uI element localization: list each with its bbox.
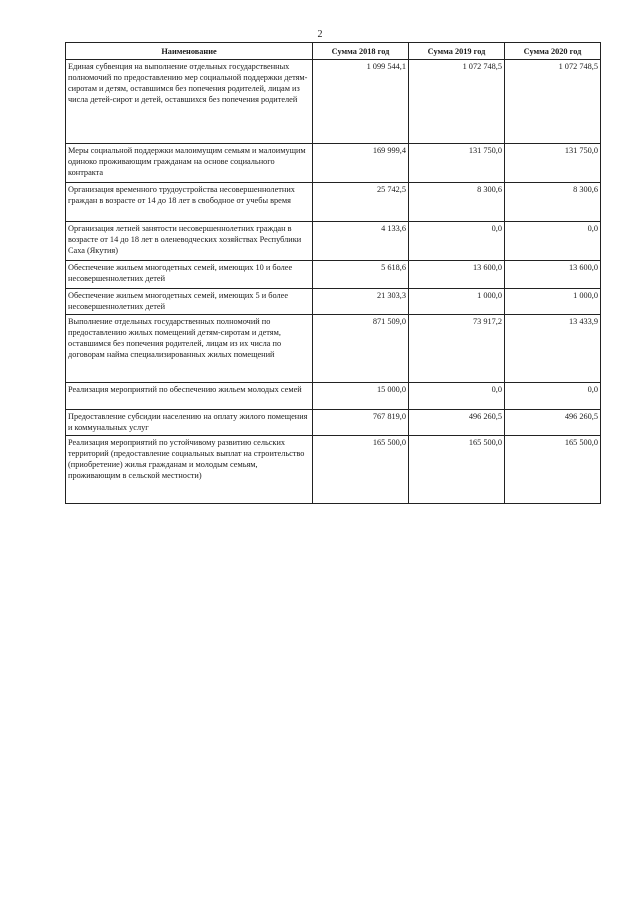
row-2019: 1 000,0 [409,289,505,315]
row-2018: 165 500,0 [313,436,409,504]
row-2020: 13 600,0 [505,261,601,289]
header-2020: Сумма 2020 год [505,43,601,60]
row-2018: 25 742,5 [313,183,409,222]
row-2019: 0,0 [409,222,505,261]
table-row [66,261,601,289]
row-name: Организация временного трудоустройства несовершеннолетних граждан в возрасте от 14 до 18 лет в свободное от учебы время [66,183,313,222]
table-row [66,183,601,222]
row-2020: 496 260,5 [505,410,601,436]
table-row [66,144,601,183]
row-2019: 131 750,0 [409,144,505,183]
row-2018: 871 509,0 [313,315,409,383]
row-name: Обеспечение жильем многодетных семей, имеющих 10 и более несовершеннолетних детей [66,261,313,289]
row-name: Единая субвенция на выполнение отдельных государственных полномочий по предоставлению мер социальной поддержки детям-сиротам и детям, оставшимся без попечения родителей, лицам из числа детей-сирот и детей, оставшихся без попечения родителей [66,60,313,144]
row-2019: 496 260,5 [409,410,505,436]
row-2020: 1 072 748,5 [505,60,601,144]
row-2019: 13 600,0 [409,261,505,289]
table-row [66,60,601,144]
row-2018: 21 303,3 [313,289,409,315]
row-name: Выполнение отдельных государственных полномочий по предоставлению жилых помещений детям-сиротам и детям, оставшимся без попечения родителей, лицам из их числа по договорам найма специализированных жилых помещений [66,315,313,383]
row-name: Обеспечение жильем многодетных семей, имеющих 5 и более несовершеннолетних детей [66,289,313,315]
row-2020: 0,0 [505,222,601,261]
header-2019: Сумма 2019 год [409,43,505,60]
row-2018: 5 618,6 [313,261,409,289]
row-2019: 165 500,0 [409,436,505,504]
row-2020: 165 500,0 [505,436,601,504]
row-2018: 767 819,0 [313,410,409,436]
row-2020: 1 000,0 [505,289,601,315]
row-name: Реализация мероприятий по обеспечению жильем молодых семей [66,383,313,410]
row-name: Организация летней занятости несовершеннолетних граждан в возрасте от 14 до 18 лет в оленеводческих хозяйствах Республики Саха (Якутия) [66,222,313,261]
row-2018: 1 099 544,1 [313,60,409,144]
row-2018: 15 000,0 [313,383,409,410]
table-header-row [66,43,601,60]
header-2018: Сумма 2018 год [313,43,409,60]
table-row [66,383,601,410]
header-name: Наименование [66,43,313,60]
row-name: Предоставление субсидии населению на оплату жилого помещения и коммунальных услуг [66,410,313,436]
row-2019: 73 917,2 [409,315,505,383]
table-row [66,410,601,436]
table-row [66,436,601,504]
row-2019: 8 300,6 [409,183,505,222]
row-2020: 0,0 [505,383,601,410]
row-2020: 131 750,0 [505,144,601,183]
row-2018: 4 133,6 [313,222,409,261]
table-row [66,222,601,261]
row-2020: 8 300,6 [505,183,601,222]
row-2019: 0,0 [409,383,505,410]
table-row [66,289,601,315]
page-number: 2 [317,29,323,40]
row-2020: 13 433,9 [505,315,601,383]
budget-table [65,42,601,504]
table-row [66,315,601,383]
row-2019: 1 072 748,5 [409,60,505,144]
row-name: Реализация мероприятий по устойчивому развитию сельских территорий (предоставление социальных выплат на строительство (приобретение) жилья гражданам и молодым семьям, проживающим в сельской местности) [66,436,313,504]
row-name: Меры социальной поддержки малоимущим семьям и малоимущим одиноко проживающим гражданам на основе социального контракта [66,144,313,183]
row-2018: 169 999,4 [313,144,409,183]
